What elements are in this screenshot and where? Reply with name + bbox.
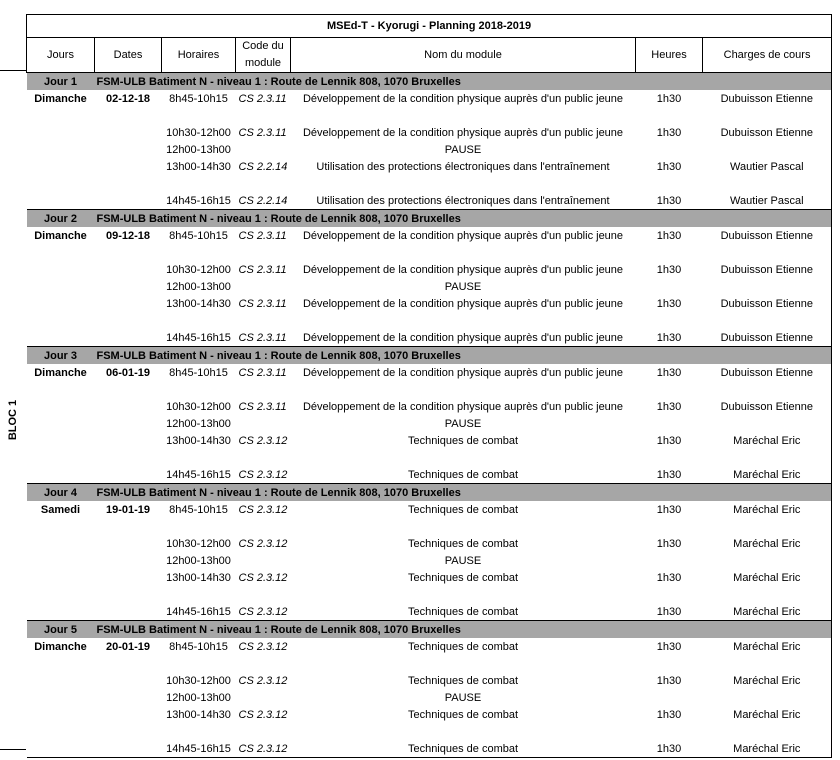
module-name-cell: Développement de la condition physique auprès d'un public jeune <box>302 263 624 276</box>
date-cell <box>95 706 162 723</box>
day-location: FSM-ULB Batiment N - niveau 1 : Route de Lennik 808, 1070 Bruxelles <box>95 210 832 228</box>
teacher-cell: Dubuisson Etienne <box>720 92 813 105</box>
spacer-cell <box>27 723 832 740</box>
header-heures: Heures <box>636 38 703 73</box>
weekday-cell: Samedi <box>40 503 81 516</box>
teacher-cell <box>703 415 832 432</box>
table-row <box>27 706 832 723</box>
module-name-cell: Techniques de combat <box>407 708 519 721</box>
module-name-cell: PAUSE <box>444 417 482 430</box>
hours-cell: 1h30 <box>656 468 682 481</box>
module-code-cell: CS 2.3.12 <box>238 571 288 584</box>
time-cell: 14h45-16h15 <box>166 194 231 207</box>
weekday-cell <box>27 329 95 347</box>
time-cell: 12h00-13h00 <box>166 143 231 156</box>
module-name-cell: Développement de la condition physique auprès d'un public jeune <box>302 229 624 242</box>
table-row <box>27 638 832 655</box>
time-cell: 8h45-10h15 <box>169 503 228 516</box>
spacer-row <box>27 244 832 261</box>
table-row <box>27 90 832 107</box>
teacher-cell: Maréchal Eric <box>733 742 801 755</box>
time-cell: 8h45-10h15 <box>169 640 228 653</box>
teacher-cell: Dubuisson Etienne <box>720 366 813 379</box>
module-code-cell <box>236 415 291 432</box>
day-header-row <box>27 347 832 365</box>
weekday-cell <box>27 398 95 415</box>
teacher-cell: Maréchal Eric <box>733 708 801 721</box>
time-cell: 10h30-12h00 <box>166 126 231 139</box>
day-label: Jour 4 <box>27 484 95 502</box>
teacher-cell: Maréchal Eric <box>733 503 801 516</box>
spacer-row <box>27 723 832 740</box>
day-location: FSM-ULB Batiment N - niveau 1 : Route de Lennik 808, 1070 Bruxelles <box>95 484 832 502</box>
weekday-cell: Dimanche <box>34 92 87 105</box>
module-code-cell: CS 2.3.11 <box>238 297 287 310</box>
date-cell <box>95 295 162 312</box>
teacher-cell: Maréchal Eric <box>733 571 801 584</box>
spacer-row <box>27 107 832 124</box>
module-code-cell: CS 2.3.11 <box>238 229 287 242</box>
day-location: FSM-ULB Batiment N - niveau 1 : Route de Lennik 808, 1070 Bruxelles <box>95 347 832 365</box>
time-cell: 12h00-13h00 <box>166 554 231 567</box>
teacher-cell: Dubuisson Etienne <box>720 126 813 139</box>
date-cell <box>95 329 162 347</box>
module-name-cell: Techniques de combat <box>407 468 519 481</box>
module-name-cell: PAUSE <box>444 143 482 156</box>
teacher-cell: Maréchal Eric <box>733 468 801 481</box>
weekday-cell <box>27 141 95 158</box>
module-name-cell: Développement de la condition physique auprès d'un public jeune <box>302 126 624 139</box>
teacher-cell <box>703 689 832 706</box>
table-row <box>27 535 832 552</box>
time-cell: 14h45-16h15 <box>166 331 231 344</box>
module-name-cell: Techniques de combat <box>407 640 519 653</box>
hours-cell: 1h30 <box>656 434 682 447</box>
module-code-cell: CS 2.3.11 <box>238 366 287 379</box>
header-dates: Dates <box>95 38 162 73</box>
teacher-cell: Maréchal Eric <box>733 640 801 653</box>
teacher-cell: Maréchal Eric <box>733 537 801 550</box>
day-label: Jour 2 <box>27 210 95 228</box>
module-code-cell: CS 2.3.12 <box>238 537 288 550</box>
weekday-cell <box>27 466 95 484</box>
module-code-cell: CS 2.3.11 <box>238 331 287 344</box>
hours-cell: 1h30 <box>656 331 682 344</box>
hours-cell: 1h30 <box>656 605 682 618</box>
module-name-cell: PAUSE <box>444 691 482 704</box>
table-row <box>27 689 832 706</box>
weekday-cell <box>27 689 95 706</box>
teacher-cell: Maréchal Eric <box>733 674 801 687</box>
hours-cell: 1h30 <box>656 126 682 139</box>
hours-cell: 1h30 <box>656 229 682 242</box>
teacher-cell: Wautier Pascal <box>730 160 804 173</box>
date-cell: 02-12-18 <box>105 92 151 105</box>
spacer-cell <box>27 518 832 535</box>
planning-table <box>26 14 832 758</box>
header-horaires: Horaires <box>162 38 236 73</box>
time-cell: 8h45-10h15 <box>169 229 228 242</box>
teacher-cell: Dubuisson Etienne <box>720 297 813 310</box>
table-row <box>27 329 832 347</box>
spacer-cell <box>27 175 832 192</box>
weekday-cell <box>27 569 95 586</box>
table-row <box>27 466 832 484</box>
spacer-row <box>27 518 832 535</box>
module-code-cell: CS 2.3.12 <box>238 468 288 481</box>
hours-cell: 1h30 <box>656 640 682 653</box>
weekday-cell <box>27 672 95 689</box>
spacer-cell <box>27 449 832 466</box>
date-cell <box>95 552 162 569</box>
hours-cell: 1h30 <box>656 537 682 550</box>
spacer-cell <box>27 655 832 672</box>
weekday-cell: Dimanche <box>34 229 87 242</box>
time-cell: 8h45-10h15 <box>169 366 228 379</box>
module-name-cell: Développement de la condition physique auprès d'un public jeune <box>302 92 624 105</box>
module-code-cell: CS 2.3.11 <box>238 400 287 413</box>
hours-cell: 1h30 <box>656 571 682 584</box>
header-charges: Charges de cours <box>703 38 832 73</box>
module-code-cell: CS 2.3.12 <box>238 674 288 687</box>
hours-cell <box>636 278 703 295</box>
table-row <box>27 192 832 210</box>
module-code-cell <box>236 141 291 158</box>
date-cell <box>95 740 162 758</box>
module-name-cell: Utilisation des protections électroniques dans l'entraînement <box>316 160 610 173</box>
hours-cell: 1h30 <box>656 400 682 413</box>
teacher-cell: Dubuisson Etienne <box>720 331 813 344</box>
day-header-row <box>27 621 832 639</box>
hours-cell: 1h30 <box>656 92 682 105</box>
header-code: Code du module <box>236 38 291 73</box>
weekday-cell <box>27 415 95 432</box>
date-cell <box>95 141 162 158</box>
module-code-cell: CS 2.3.12 <box>238 708 288 721</box>
time-cell: 10h30-12h00 <box>166 674 231 687</box>
table-row <box>27 552 832 569</box>
hours-cell <box>636 689 703 706</box>
spacer-row <box>27 449 832 466</box>
date-cell <box>95 603 162 621</box>
spacer-cell <box>27 381 832 398</box>
hours-cell: 1h30 <box>656 366 682 379</box>
date-cell: 09-12-18 <box>105 229 151 242</box>
module-code-cell: CS 2.3.11 <box>238 263 287 276</box>
module-code-cell: CS 2.2.14 <box>238 160 288 173</box>
module-name-cell: Techniques de combat <box>407 537 519 550</box>
day-header-row <box>27 210 832 228</box>
spacer-row <box>27 175 832 192</box>
time-cell: 12h00-13h00 <box>166 691 231 704</box>
module-name-cell: Développement de la condition physique auprès d'un public jeune <box>302 366 624 379</box>
hours-cell: 1h30 <box>656 503 682 516</box>
weekday-cell: Dimanche <box>34 366 87 379</box>
time-cell: 13h00-14h30 <box>166 297 231 310</box>
hours-cell: 1h30 <box>656 708 682 721</box>
weekday-cell: Dimanche <box>34 640 87 653</box>
hours-cell: 1h30 <box>656 160 682 173</box>
weekday-cell <box>27 706 95 723</box>
teacher-cell <box>703 141 832 158</box>
spacer-cell <box>27 244 832 261</box>
table-row <box>27 672 832 689</box>
module-name-cell: PAUSE <box>444 280 482 293</box>
day-label: Jour 1 <box>27 73 95 91</box>
table-row <box>27 227 832 244</box>
module-code-cell <box>236 689 291 706</box>
module-name-cell: Utilisation des protections électroniques dans l'entraînement <box>316 194 610 207</box>
time-cell: 13h00-14h30 <box>166 708 231 721</box>
weekday-cell <box>27 432 95 449</box>
header-jours: Jours <box>27 38 95 73</box>
module-code-cell: CS 2.3.12 <box>238 742 288 755</box>
spacer-cell <box>27 586 832 603</box>
teacher-cell: Dubuisson Etienne <box>720 400 813 413</box>
page-title: MSEd-T - Kyorugi - Planning 2018-2019 <box>27 15 832 38</box>
date-cell: 20-01-19 <box>105 640 151 653</box>
table-row <box>27 415 832 432</box>
spacer-cell <box>27 107 832 124</box>
table-row <box>27 278 832 295</box>
hours-cell: 1h30 <box>656 194 682 207</box>
time-cell: 8h45-10h15 <box>169 92 228 105</box>
spacer-row <box>27 381 832 398</box>
table-row <box>27 261 832 278</box>
day-label: Jour 3 <box>27 347 95 365</box>
date-cell: 19-01-19 <box>105 503 151 516</box>
date-cell <box>95 398 162 415</box>
table-row <box>27 398 832 415</box>
spacer-cell <box>27 312 832 329</box>
teacher-cell: Dubuisson Etienne <box>720 229 813 242</box>
day-location: FSM-ULB Batiment N - niveau 1 : Route de Lennik 808, 1070 Bruxelles <box>95 73 832 91</box>
table-row <box>27 364 832 381</box>
table-row <box>27 501 832 518</box>
table-row <box>27 295 832 312</box>
hours-cell: 1h30 <box>656 674 682 687</box>
date-cell: 06-01-19 <box>105 366 151 379</box>
time-cell: 13h00-14h30 <box>166 160 231 173</box>
hours-cell: 1h30 <box>656 742 682 755</box>
module-code-cell: CS 2.3.11 <box>238 126 287 139</box>
day-header-row <box>27 484 832 502</box>
module-name-cell: Techniques de combat <box>407 742 519 755</box>
hours-cell <box>636 141 703 158</box>
module-code-cell: CS 2.3.12 <box>238 605 288 618</box>
date-cell <box>95 466 162 484</box>
teacher-cell <box>703 552 832 569</box>
date-cell <box>95 689 162 706</box>
date-cell <box>95 569 162 586</box>
module-code-cell <box>236 278 291 295</box>
module-name-cell: Développement de la condition physique auprès d'un public jeune <box>302 400 624 413</box>
time-cell: 14h45-16h15 <box>166 468 231 481</box>
hours-cell: 1h30 <box>656 297 682 310</box>
day-location: FSM-ULB Batiment N - niveau 1 : Route de Lennik 808, 1070 Bruxelles <box>95 621 832 639</box>
teacher-cell: Dubuisson Etienne <box>720 263 813 276</box>
spacer-row <box>27 655 832 672</box>
time-cell: 12h00-13h00 <box>166 280 231 293</box>
module-code-cell: CS 2.3.12 <box>238 434 288 447</box>
date-cell <box>95 192 162 210</box>
time-cell: 14h45-16h15 <box>166 742 231 755</box>
module-name-cell: Techniques de combat <box>407 434 519 447</box>
module-name-cell: Techniques de combat <box>407 674 519 687</box>
weekday-cell <box>27 261 95 278</box>
header-module: Nom du module <box>291 38 636 73</box>
module-name-cell: Développement de la condition physique auprès d'un public jeune <box>302 331 624 344</box>
time-cell: 10h30-12h00 <box>166 537 231 550</box>
table-row <box>27 740 832 758</box>
module-name-cell: Développement de la condition physique auprès d'un public jeune <box>302 297 624 310</box>
time-cell: 13h00-14h30 <box>166 434 231 447</box>
teacher-cell: Maréchal Eric <box>733 434 801 447</box>
weekday-cell <box>27 552 95 569</box>
module-name-cell: Techniques de combat <box>407 605 519 618</box>
spacer-row <box>27 586 832 603</box>
day-label: Jour 5 <box>27 621 95 639</box>
time-cell: 13h00-14h30 <box>166 571 231 584</box>
hours-cell: 1h30 <box>656 263 682 276</box>
module-name-cell: Techniques de combat <box>407 571 519 584</box>
weekday-cell <box>27 278 95 295</box>
date-cell <box>95 672 162 689</box>
day-header-row <box>27 73 832 91</box>
module-code-cell: CS 2.3.11 <box>238 92 287 105</box>
weekday-cell <box>27 192 95 210</box>
teacher-cell <box>703 278 832 295</box>
hours-cell <box>636 415 703 432</box>
weekday-cell <box>27 158 95 175</box>
module-code-cell: CS 2.2.14 <box>238 194 288 207</box>
bloc-border-bottom <box>0 749 26 750</box>
bloc-label: BLOC 1 <box>7 399 19 441</box>
date-cell <box>95 124 162 141</box>
date-cell <box>95 158 162 175</box>
table-row <box>27 124 832 141</box>
weekday-cell <box>27 740 95 758</box>
time-cell: 10h30-12h00 <box>166 400 231 413</box>
table-row <box>27 141 832 158</box>
table-row <box>27 432 832 449</box>
time-cell: 12h00-13h00 <box>166 417 231 430</box>
module-name-cell: PAUSE <box>444 554 482 567</box>
header-row <box>27 38 832 73</box>
table-row <box>27 569 832 586</box>
weekday-cell <box>27 603 95 621</box>
date-cell <box>95 535 162 552</box>
weekday-cell <box>27 295 95 312</box>
spacer-row <box>27 312 832 329</box>
date-cell <box>95 261 162 278</box>
date-cell <box>95 415 162 432</box>
teacher-cell: Maréchal Eric <box>733 605 801 618</box>
table-row <box>27 603 832 621</box>
hours-cell <box>636 552 703 569</box>
table-row <box>27 158 832 175</box>
module-code-cell: CS 2.3.12 <box>238 640 288 653</box>
module-name-cell: Techniques de combat <box>407 503 519 516</box>
weekday-cell <box>27 535 95 552</box>
time-cell: 14h45-16h15 <box>166 605 231 618</box>
module-code-cell <box>236 552 291 569</box>
date-cell <box>95 432 162 449</box>
teacher-cell: Wautier Pascal <box>730 194 804 207</box>
time-cell: 10h30-12h00 <box>166 263 231 276</box>
date-cell <box>95 278 162 295</box>
module-code-cell: CS 2.3.12 <box>238 503 288 516</box>
weekday-cell <box>27 124 95 141</box>
